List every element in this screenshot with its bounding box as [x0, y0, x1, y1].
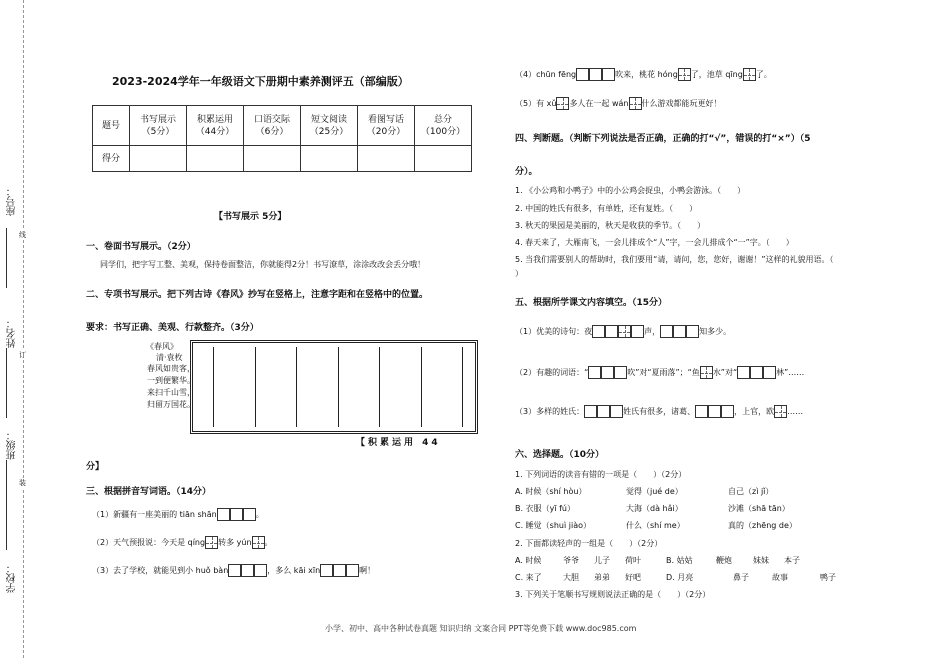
q6-option-word: 故事 [772, 573, 788, 582]
number-label: 座号： [7, 186, 18, 216]
section-accum-header-cont: 分】 [86, 462, 105, 472]
answer-box[interactable] [597, 405, 610, 418]
score-header-cell: 书写展示 （5分） [130, 106, 187, 146]
vertical-writing-grid[interactable] [190, 340, 478, 434]
answer-box[interactable] [592, 325, 605, 338]
answer-box[interactable] [686, 325, 699, 338]
q6-option[interactable]: B. 衣服（yī fú） [515, 504, 575, 513]
q6-option-word: 鞭炮 [716, 556, 732, 565]
answer-box[interactable] [721, 405, 734, 418]
name-label: 姓名： [7, 318, 18, 348]
score-cell[interactable] [130, 146, 187, 172]
poem-title: 《春风》 [146, 342, 178, 351]
q5-title: 五、根据所学课文内容填空。（15分） [515, 298, 668, 308]
page-title: 2023-2024学年一年级语文下册期中素养测评五（部编版） [112, 75, 409, 88]
binding-strip [0, 0, 40, 658]
grid-column[interactable] [256, 347, 298, 427]
score-cell[interactable] [415, 146, 472, 172]
answer-box[interactable] [588, 366, 601, 379]
score-header-cell: 看图写话 （20分） [358, 106, 415, 146]
zhuang-mark: 装 [19, 479, 26, 487]
poem-author: 清·袁枚 [156, 353, 183, 362]
grid-column[interactable] [339, 347, 381, 427]
q6-option[interactable]: C. 来了 [515, 573, 542, 582]
xian-mark: 线 [19, 231, 26, 239]
answer-box[interactable] [737, 366, 750, 379]
answer-box[interactable] [678, 68, 691, 81]
answer-box[interactable] [695, 405, 708, 418]
answer-box[interactable] [618, 325, 631, 338]
answer-box[interactable] [763, 366, 776, 379]
q6-option[interactable]: C. 睡觉（shuì jiào） [515, 521, 591, 530]
answer-box[interactable] [320, 564, 333, 577]
answer-box[interactable] [241, 564, 254, 577]
score-cell[interactable] [244, 146, 301, 172]
q3-item-1: （1）新疆有一座美丽的 tiān shān 。 [92, 510, 264, 519]
answer-box[interactable] [750, 366, 763, 379]
score-header-cell: 积累运用 （44分） [187, 106, 244, 146]
q3-item-5: （5）有 xǔ 多人在一起 wán 什么游戏都能玩更好！ [515, 99, 722, 108]
answer-box[interactable] [243, 508, 256, 521]
q6-option-word: 荷叶 [625, 556, 641, 565]
q6-question-3: 3. 下列关于笔顺书写规则说法正确的是（ ）（2分） [515, 590, 711, 599]
answer-box[interactable] [700, 366, 713, 379]
q6-option[interactable]: B. 姑姑 [666, 556, 693, 565]
q6-option[interactable]: 沙滩（shā tān） [728, 504, 790, 513]
score-cell[interactable] [358, 146, 415, 172]
answer-box[interactable] [584, 405, 597, 418]
answer-box[interactable] [601, 366, 614, 379]
cut-line [23, 0, 24, 658]
q6-option[interactable]: 真的（zhēng de） [728, 521, 797, 530]
q4-item: 1. 《小公鸡和小鸭子》中的小公鸡会捉虫，小鸭会游泳。（ ） [515, 186, 746, 195]
q6-option-word: 妹妹 [753, 556, 769, 565]
q5-item-2: （2）有趣的词语：“ 吹”对“夏雨落”；“鱼 水”对“ 林”…… [515, 368, 805, 377]
grid-column[interactable] [422, 347, 464, 427]
answer-box[interactable] [774, 405, 787, 418]
q6-option[interactable]: 什么（shí me） [626, 521, 685, 530]
answer-box[interactable] [614, 366, 627, 379]
answer-box[interactable] [602, 68, 615, 81]
score-header-cell: 口语交际 （6分） [244, 106, 301, 146]
score-table [92, 105, 472, 172]
answer-box[interactable] [629, 97, 642, 110]
answer-box[interactable] [589, 68, 602, 81]
q6-option[interactable]: A. 时候（shí hòu） [515, 487, 587, 496]
answer-box[interactable] [673, 325, 686, 338]
q6-option[interactable]: 觉得（jué de） [626, 487, 683, 496]
q2-requirement: 要求：书写正确、美观、行款整齐。（3分） [86, 323, 259, 333]
grid-column[interactable] [213, 347, 256, 427]
answer-box[interactable] [346, 564, 359, 577]
q6-option-word: 弟弟 [594, 573, 610, 582]
q4-item: 5. 当我们需要别人的帮助时，我们要用“请，请问，您，您好，谢谢！”这样的礼貌用语。（ [515, 255, 834, 264]
poem-line: 来扫千山雪， [147, 388, 195, 397]
answer-box[interactable] [254, 564, 267, 577]
answer-box[interactable] [743, 68, 756, 81]
q6-question-2: 2. 下面都读轻声的一组是（ ）（2分） [515, 539, 663, 548]
q4-item: 4. 春天来了，大雁南飞，一会儿排成个“人”字，一会儿排成个“一”字。（ ） [515, 238, 794, 247]
q6-option-word: 儿子 [594, 556, 610, 565]
q6-option-word: 爷爷 [563, 556, 579, 565]
name-line [6, 348, 8, 418]
poem-line: 一到便繁华。 [147, 376, 195, 385]
answer-box[interactable] [605, 325, 618, 338]
q6-option-word: 鸭子 [820, 573, 836, 582]
q6-option[interactable]: 大海（dà hǎi） [626, 504, 683, 513]
q4-item: 3. 秋天的果园是美丽的，秋天是收获的季节。（ ） [515, 221, 706, 230]
ding-mark: 订 [19, 351, 26, 359]
answer-box[interactable] [333, 564, 346, 577]
grid-column[interactable] [380, 347, 422, 427]
q6-option[interactable]: 自己（zì jǐ） [728, 487, 774, 496]
q5-item-1: （1）优美的诗句：夜 声， 知多少。 [515, 327, 732, 336]
q6-option-word: 鼻子 [733, 573, 749, 582]
q6-option-word: 本子 [784, 556, 800, 565]
q6-option[interactable]: D. 月亮 [666, 573, 694, 582]
q6-option[interactable]: A. 时候 [515, 556, 542, 565]
q3-item-4: （4）chūn fēng 吹来，桃花 hóng 了，池草 qīng 了。 [515, 70, 772, 79]
q4-title-cont: 分）。 [515, 167, 538, 177]
q4-item: 2. 中国的姓氏有很多，有单姓，还有复姓。（ ） [515, 204, 698, 213]
q6-question-1: 1. 下列词语的读音有错的一项是（ ）（2分） [515, 470, 687, 479]
poem-line: 春风如贵客， [147, 364, 195, 373]
answer-box[interactable] [556, 97, 569, 110]
answer-box[interactable] [610, 405, 623, 418]
footer-text: 小学、初中、高中各种试卷真题 知识归纳 文案合同 PPT等免费下载 www.doc985.com [325, 624, 637, 633]
q3-title: 三、根据拼音写词语。（14分） [86, 487, 212, 497]
answer-box[interactable] [217, 508, 230, 521]
score-cell[interactable] [187, 146, 244, 172]
score-row-label: 得分 [93, 146, 130, 172]
q1-text: 同学们，把字写工整、美观，保持卷面整洁，你就能得2分！书写潦草，涂涂改改会丢分哦！ [100, 260, 426, 269]
score-header-cell: 题号 [93, 106, 130, 146]
answer-box[interactable] [708, 405, 721, 418]
answer-box[interactable] [205, 536, 218, 549]
number-line [6, 228, 8, 288]
q5-item-3: （3）多样的姓氏： 姓氏有很多，诸葛、 ，上官，欧 …… [515, 407, 804, 416]
answer-box[interactable] [576, 68, 589, 81]
class-label: 班级： [7, 430, 18, 460]
poem-line: 归留万国花。 [147, 400, 195, 409]
q1-title: 一、卷面书写展示。（2分） [86, 242, 196, 252]
answer-box[interactable] [230, 508, 243, 521]
q4-title: 四、判断题。（判断下列说法是否正确，正确的打“√”，错误的打“×”）（5 [515, 134, 811, 144]
q6-title: 六、选择题。（10分） [515, 450, 605, 460]
score-cell[interactable] [301, 146, 358, 172]
q3-item-3: （3）去了学校，就能见到小 huǒ bàn ，多么 kāi xīn 啊！ [92, 566, 376, 575]
q2-title: 二、专项书写展示。把下列古诗《春风》抄写在竖格上，注意字距和在竖格中的位置。 [86, 290, 429, 300]
section-accum-header: 【积累运用 44 [356, 438, 441, 448]
q3-item-2: （2）天气预报说：今天是 qíng 转多 yún 。 [92, 538, 273, 547]
answer-box[interactable] [228, 564, 241, 577]
answer-box[interactable] [660, 325, 673, 338]
section-writing-header: 【书写展示 5分】 [214, 212, 287, 222]
q4-item-cont: ） [515, 269, 523, 278]
q6-option-word: 好吧 [625, 573, 641, 582]
class-line [6, 460, 8, 550]
score-header-cell: 短文阅读 （25分） [301, 106, 358, 146]
answer-box[interactable] [252, 536, 265, 549]
q6-option-word: 大胆 [563, 573, 579, 582]
answer-box[interactable] [631, 325, 644, 338]
grid-column[interactable] [297, 347, 339, 427]
school-label: 学校： [7, 563, 18, 593]
score-header-cell: 总分 （100分） [415, 106, 472, 146]
